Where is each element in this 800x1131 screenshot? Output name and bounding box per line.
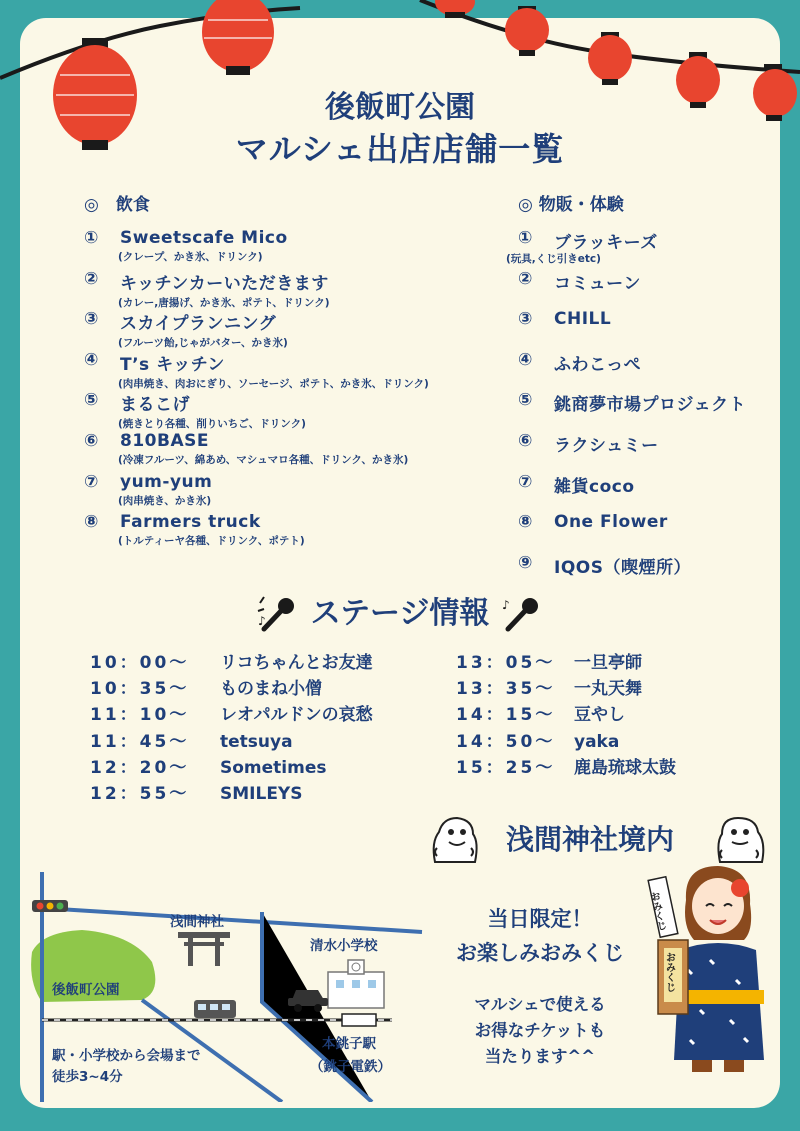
ticket-line3: 当たります^^ (484, 1047, 596, 1066)
list-item (84, 512, 514, 553)
lantern-icon (435, 0, 475, 18)
item-number: ⑤ (84, 390, 99, 411)
lantern-icon (588, 32, 632, 85)
omikuji-box-text: おみくじ (663, 952, 675, 992)
shrine-heading: 浅間神社境内 (505, 823, 674, 856)
item-number: ③ (518, 309, 533, 330)
stage-act: 一丸天舞 (574, 679, 642, 700)
ticket-line1: マルシェで使える (474, 995, 606, 1014)
shop-name: 銚商夢市場プロジェクト (554, 395, 747, 416)
stage-time: 13：35～ (456, 679, 556, 700)
ticket-note (435, 992, 645, 1070)
list-item (84, 309, 514, 350)
item-number: ⑦ (84, 471, 99, 492)
list-item (518, 472, 788, 513)
stage-time: 11：10～ (90, 705, 190, 726)
stage-time: 14：50～ (456, 731, 556, 752)
omikuji-announcement (425, 902, 655, 970)
list-item (518, 309, 788, 350)
map-walk-note-2: 徒歩3~4分 (52, 1069, 123, 1085)
svg-text:♪: ♪ (258, 613, 266, 628)
school-building-icon (328, 960, 384, 1008)
list-item (84, 431, 514, 472)
stage-act: レオパルドンの哀愁 (220, 705, 373, 726)
stage-act: tetsuya (220, 731, 293, 752)
stage-time: 13：05～ (456, 653, 556, 673)
item-number: ⑨ (518, 552, 533, 573)
stage-time: 14：15～ (456, 705, 556, 726)
shop-menu: (玩具,くじ引きetc) (506, 253, 601, 265)
item-number: ⑦ (518, 471, 533, 492)
table-row (90, 779, 373, 805)
lantern-icon (202, 0, 274, 75)
shop-name: スカイプランニング (120, 314, 277, 335)
map-label-railway: （銚子電鉄） (310, 1059, 391, 1075)
omikuji-line1: 当日限定！ (487, 907, 593, 931)
list-item (518, 512, 788, 553)
item-number: ② (518, 268, 533, 289)
omikuji-stick-text: おみくじ (647, 890, 667, 933)
shop-name: 810BASE (120, 430, 209, 451)
item-number: ① (518, 228, 533, 248)
stage-act: ものまね小僧 (220, 679, 322, 700)
shop-name: Farmers truck (120, 512, 261, 533)
stage-act: Sometimes (220, 757, 327, 778)
shop-name: One Flower (554, 512, 668, 533)
stage-time: 15：25～ (456, 757, 556, 778)
stage-schedule-right (456, 648, 676, 779)
shop-menu: (トルティーヤ各種、ドリンク、ポテト) (118, 535, 305, 548)
food-heading: ◎ 飲食 (84, 195, 150, 215)
omikuji-line2: お楽しみおみくじ (456, 941, 624, 965)
shop-name: CHILL (554, 309, 612, 330)
list-item (84, 390, 514, 431)
item-number: ⑧ (84, 512, 99, 533)
item-number: ④ (518, 349, 533, 370)
item-number: ⑤ (518, 390, 533, 411)
map-walk-note-1: 駅・小学校から会場まで (52, 1048, 201, 1064)
table-row (456, 648, 676, 674)
item-number: ① (84, 228, 99, 248)
map-label-park: 後飯町公園 (52, 982, 120, 998)
item-number: ③ (84, 309, 99, 330)
lantern-icon (505, 6, 549, 56)
table-row (90, 727, 373, 753)
table-row (90, 753, 373, 779)
torii-icon (178, 932, 230, 966)
shop-name: 雑貨coco (554, 476, 635, 497)
item-number: ④ (84, 349, 99, 370)
stage-time: 11：45～ (90, 731, 190, 752)
stage-title-text: ステージ情報 (310, 596, 490, 631)
list-item (84, 472, 514, 513)
list-item (518, 350, 788, 391)
goods-heading: ◎ 物販・体験 (518, 195, 624, 215)
shop-name: キッチンカーいただきます (120, 273, 329, 294)
map-label-station: 本銚子駅 (322, 1036, 376, 1052)
shop-menu: (フルーツ飴,じゃがバター、かき氷) (118, 337, 288, 350)
stage-schedule-left (90, 648, 373, 805)
shop-name: まるこげ (120, 395, 190, 416)
microphone-icon (500, 595, 544, 635)
shop-name: ブラッキーズ (554, 233, 658, 253)
list-item (518, 390, 788, 431)
stage-act: yaka (574, 731, 620, 752)
list-item (84, 269, 514, 310)
stage-act: SMILEYS (220, 783, 303, 804)
shop-name: yum-yum (120, 471, 213, 492)
stage-act: 鹿島琉球太鼓 (574, 757, 676, 778)
list-item (518, 269, 788, 310)
girl-yukata-illustration (640, 860, 780, 1085)
shop-name: IQOS（喫煙所） (554, 557, 691, 578)
shop-menu: (クレープ、かき氷、ドリンク) (118, 251, 263, 263)
shop-menu: (肉串焼き、肉おにぎり、ソーセージ、ポテト、かき氷、ドリンク) (118, 377, 429, 390)
list-item (518, 431, 788, 472)
shop-name: ふわこっぺ (554, 354, 642, 375)
shop-name: ラクシュミー (554, 435, 659, 456)
stage-time: 12：55～ (90, 783, 190, 804)
svg-text:♪: ♪ (501, 597, 510, 612)
shop-name: コミューン (554, 273, 641, 294)
table-row (90, 700, 373, 726)
table-row (456, 727, 676, 753)
item-number: ⑧ (518, 512, 533, 533)
shop-name: Sweetscafe Mico (120, 228, 288, 248)
stage-act: 一旦亭師 (574, 653, 642, 673)
item-number: ⑥ (84, 430, 99, 451)
table-row (90, 648, 373, 674)
shop-menu: (カレー,唐揚げ、かき氷、ポテト、ドリンク) (118, 296, 330, 309)
goods-list (506, 228, 788, 593)
stage-heading (0, 588, 800, 635)
list-item (506, 228, 788, 269)
shop-menu: (冷凍フルーツ、綿あめ、マシュマロ各種、ドリンク、かき氷) (118, 453, 409, 466)
map-label-shrine: 浅間神社 (170, 914, 224, 930)
stage-act: 豆やし (574, 705, 625, 726)
table-row (456, 674, 676, 700)
table-row (456, 753, 676, 779)
list-item (84, 350, 514, 391)
ticket-line2: お得なチケットも (474, 1021, 606, 1040)
shop-menu: (焼きとり各種、削りいちご、ドリンク) (118, 418, 306, 431)
table-row (456, 700, 676, 726)
table-row (90, 674, 373, 700)
item-number: ⑥ (518, 430, 533, 451)
title-line2: マルシェ出店店舗一覧 (235, 130, 565, 168)
food-list (84, 228, 514, 553)
access-map (22, 872, 442, 1102)
shop-name: T’s キッチン (120, 354, 225, 375)
item-number: ② (84, 268, 99, 289)
stage-time: 10：00～ (90, 653, 190, 673)
title-line1: 後飯町公園 (325, 90, 475, 125)
shop-menu: (肉串焼き、かき氷) (118, 494, 212, 507)
microphone-icon (256, 595, 300, 635)
list-item (84, 228, 514, 269)
map-label-school: 清水小学校 (310, 938, 378, 954)
stage-act: リコちゃんとお友達 (220, 653, 373, 673)
stage-time: 10：35～ (90, 679, 190, 700)
stage-time: 12：20～ (90, 757, 190, 778)
